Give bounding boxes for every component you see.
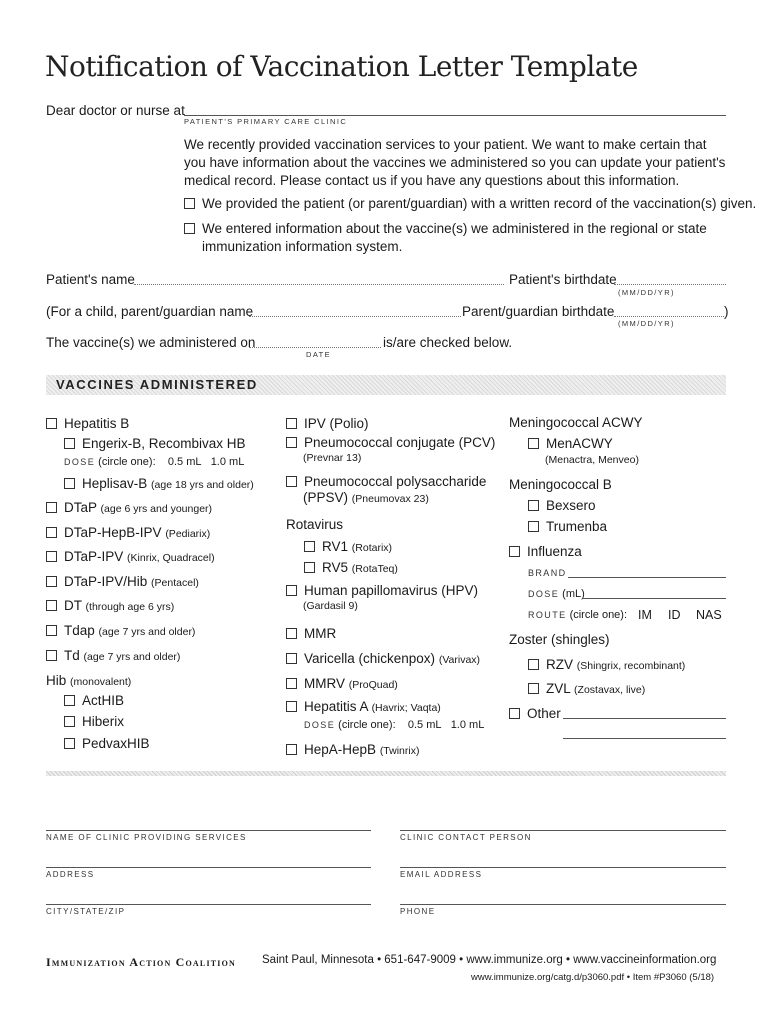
route-id[interactable]: ID [668,608,681,622]
phone-field[interactable] [400,904,726,905]
checkbox-icon[interactable] [64,738,75,749]
checkbox-icon[interactable] [286,585,297,596]
checkbox-icon[interactable] [46,551,57,562]
checkbox-icon[interactable] [286,437,297,448]
address-caption: ADDRESS [46,870,95,879]
route-row: ROUTE (circle one): [528,609,628,621]
checkbox-icon[interactable] [509,546,520,557]
vaccine-mmrv[interactable]: MMRV (ProQuad) [286,676,398,691]
zoster-heading: Zoster (shingles) [509,632,610,647]
parent-birthdate-field[interactable] [614,316,724,317]
vaccine-mmr[interactable]: MMR [286,626,336,641]
date-caption: DATE [306,350,332,359]
hib-heading: Hib (monovalent) [46,673,132,688]
vaccine-acthib[interactable]: ActHIB [64,693,124,708]
clinic-name-field[interactable] [46,830,371,831]
vaccine-engerix[interactable]: Engerix-B, Recombivax HB [64,436,246,451]
item-number: www.immunize.org/catg.d/p3060.pdf • Item #P3060 (5/18) [471,972,715,983]
vaccine-dtap-ipv[interactable]: DTaP-IPV (Kinrix, Quadracel) [46,549,215,564]
menacwy-note: (Menactra, Menveo) [545,454,639,466]
checkbox-icon[interactable] [286,678,297,689]
vaccine-td[interactable]: Td (age 7 yrs and older) [46,648,180,663]
vaccine-pedvaxhib[interactable]: PedvaxHIB [64,736,150,751]
pcv-note: (Prevnar 13) [303,452,362,464]
contact-person-caption: CLINIC CONTACT PERSON [400,833,532,842]
ppsv-line2: (PPSV) (Pneumovax 23) [303,490,429,505]
vaccine-ipv[interactable]: IPV (Polio) [286,416,369,431]
page-title: Notification of Vaccination Letter Template [45,50,638,83]
checkbox-icon[interactable] [528,500,539,511]
mening-acwy-heading: Meningococcal ACWY [509,415,643,430]
checkbox-icon[interactable] [184,198,195,209]
closing-paren: ) [724,304,729,319]
vaccine-tdap[interactable]: Tdap (age 7 yrs and older) [46,623,195,638]
clinic-input-line[interactable] [184,115,726,116]
vaccine-hiberix[interactable]: Hiberix [64,714,124,729]
brand-field[interactable] [568,577,726,578]
option-registry[interactable] [184,220,747,256]
vaccine-dtap[interactable]: DTaP (age 6 yrs and younger) [46,500,212,515]
hepa-dose: DOSE (circle one): 0.5 mL 1.0 mL [304,719,485,731]
checkbox-icon[interactable] [64,438,75,449]
checkbox-icon[interactable] [46,650,57,661]
checkbox-icon[interactable] [528,683,539,694]
checkbox-icon[interactable] [46,502,57,513]
checkbox-icon[interactable] [46,625,57,636]
brand-label: BRAND [528,568,567,578]
vaccine-trumenba[interactable]: Trumenba [528,519,607,534]
checkbox-icon[interactable] [46,527,57,538]
date-format-caption: (MM/DD/YR) [618,319,675,328]
section-title: VACCINES ADMINISTERED [56,377,258,392]
city-state-zip-field[interactable] [46,904,371,905]
vaccine-bexsero[interactable]: Bexsero [528,498,596,513]
checkbox-icon[interactable] [528,521,539,532]
patient-name-label: Patient's name [46,272,135,287]
checked-below-label: is/are checked below. [383,335,513,350]
vaccine-dtap-ipv-hib[interactable]: DTaP-IPV/Hib (Pentacel) [46,574,199,589]
checkbox-icon[interactable] [286,701,297,712]
rotavirus-heading: Rotavirus [286,517,344,532]
contact-person-field[interactable] [400,830,726,831]
vaccine-hepa-hepb[interactable]: HepA-HepB (Twinrix) [286,742,419,757]
child-parent-label: (For a child, parent/guardian name [46,304,254,319]
vaccine-dtap-hepb-ipv[interactable]: DTaP-HepB-IPV (Pediarix) [46,525,210,540]
parent-birthdate-label: Parent/guardian birthdate [462,304,615,319]
checkbox-icon[interactable] [286,418,297,429]
checkbox-icon[interactable] [304,541,315,552]
vaccine-varicella[interactable]: Varicella (chickenpox) (Varivax) [286,651,480,666]
phone-caption: PHONE [400,907,436,916]
section-divider [46,771,726,776]
vaccine-zvl[interactable]: ZVL (Zostavax, live) [528,681,645,696]
vaccine-menacwy[interactable]: MenACWY [528,436,613,451]
patient-birthdate-field[interactable] [614,284,726,285]
checkbox-icon[interactable] [64,478,75,489]
checkbox-icon[interactable] [46,418,57,429]
patient-birthdate-label: Patient's birthdate [509,272,617,287]
other-field-1[interactable] [563,718,726,719]
option-text: We provided the patient (or parent/guardian) with a written record of the vaccination(s) given. [202,196,757,211]
other-field-2[interactable] [563,738,726,739]
hepb-dose: DOSE (circle one): 0.5 mL 1.0 mL [64,456,245,468]
route-im[interactable]: IM [638,608,652,622]
checkbox-icon[interactable] [46,576,57,587]
vaccine-other[interactable]: Other [509,706,561,721]
checkbox-icon[interactable] [304,562,315,573]
clinic-name-caption: NAME OF CLINIC PROVIDING SERVICES [46,833,247,842]
checkbox-icon[interactable] [286,476,297,487]
checkbox-icon[interactable] [64,695,75,706]
checkbox-icon[interactable] [286,653,297,664]
vaccine-hpv[interactable]: Human papillomavirus (HPV) [286,583,478,598]
administered-on-label: The vaccine(s) we administered on [46,335,256,350]
vaccine-pcv[interactable]: Pneumococcal conjugate (PCV) [286,435,495,450]
email-field[interactable] [400,867,726,868]
vaccine-heplisav[interactable]: Heplisav-B (age 18 yrs and older) [64,476,254,491]
checkbox-icon[interactable] [528,438,539,449]
org-contact: Saint Paul, Minnesota • 651-647-9009 • www.immunize.org • www.vaccineinformation.org [262,954,717,966]
checkbox-icon[interactable] [528,659,539,670]
option-written-record[interactable] [184,196,756,211]
vaccine-rv1[interactable]: RV1 (Rotarix) [304,539,392,554]
greeting-label: Dear doctor or nurse at [46,103,185,118]
checkbox-icon[interactable] [46,600,57,611]
checkbox-icon[interactable] [286,744,297,755]
address-field[interactable] [46,867,371,868]
dose-ml-label: DOSE (mL) [528,588,585,600]
hpv-note: (Gardasil 9) [303,600,358,612]
vaccine-influenza[interactable]: Influenza [509,544,582,559]
clinic-caption: PATIENT'S PRIMARY CARE CLINIC [184,117,348,126]
option-text: We entered information about the vaccine(s) we administered in the regional or state immunization information system. [202,221,707,254]
city-state-zip-caption: CITY/STATE/ZIP [46,907,126,916]
checkbox-icon[interactable] [64,716,75,727]
email-caption: EMAIL ADDRESS [400,870,483,879]
route-nas[interactable]: NAS [696,608,722,622]
intro-paragraph: We recently provided vaccination services to your patient. We want to make certain that you have information about the vaccines we administered so you can update your patient's medical record. Please contact us if you have any questions about this information. [184,137,726,188]
patient-name-field[interactable] [134,284,504,285]
vaccine-rzv[interactable]: RZV (Shingrix, recombinant) [528,657,685,672]
checkbox-icon[interactable] [184,223,195,234]
vaccine-dt[interactable]: DT (through age 6 yrs) [46,598,174,613]
checkbox-icon[interactable] [509,708,520,719]
checkbox-icon[interactable] [286,628,297,639]
vaccine-ppsv[interactable]: Pneumococcal polysaccharide [286,474,486,489]
mening-b-heading: Meningococcal B [509,477,612,492]
date-format-caption: (MM/DD/YR) [618,288,675,297]
org-name: Immunization Action Coalition [46,955,237,969]
dose-field[interactable] [582,598,726,599]
vaccine-hepb[interactable]: Hepatitis B [46,416,129,431]
parent-name-field[interactable] [249,316,461,317]
administered-date-field[interactable] [249,347,381,348]
vaccine-hepa[interactable]: Hepatitis A (Havrix; Vaqta) [286,699,441,714]
vaccine-rv5[interactable]: RV5 (RotaTeq) [304,560,398,575]
